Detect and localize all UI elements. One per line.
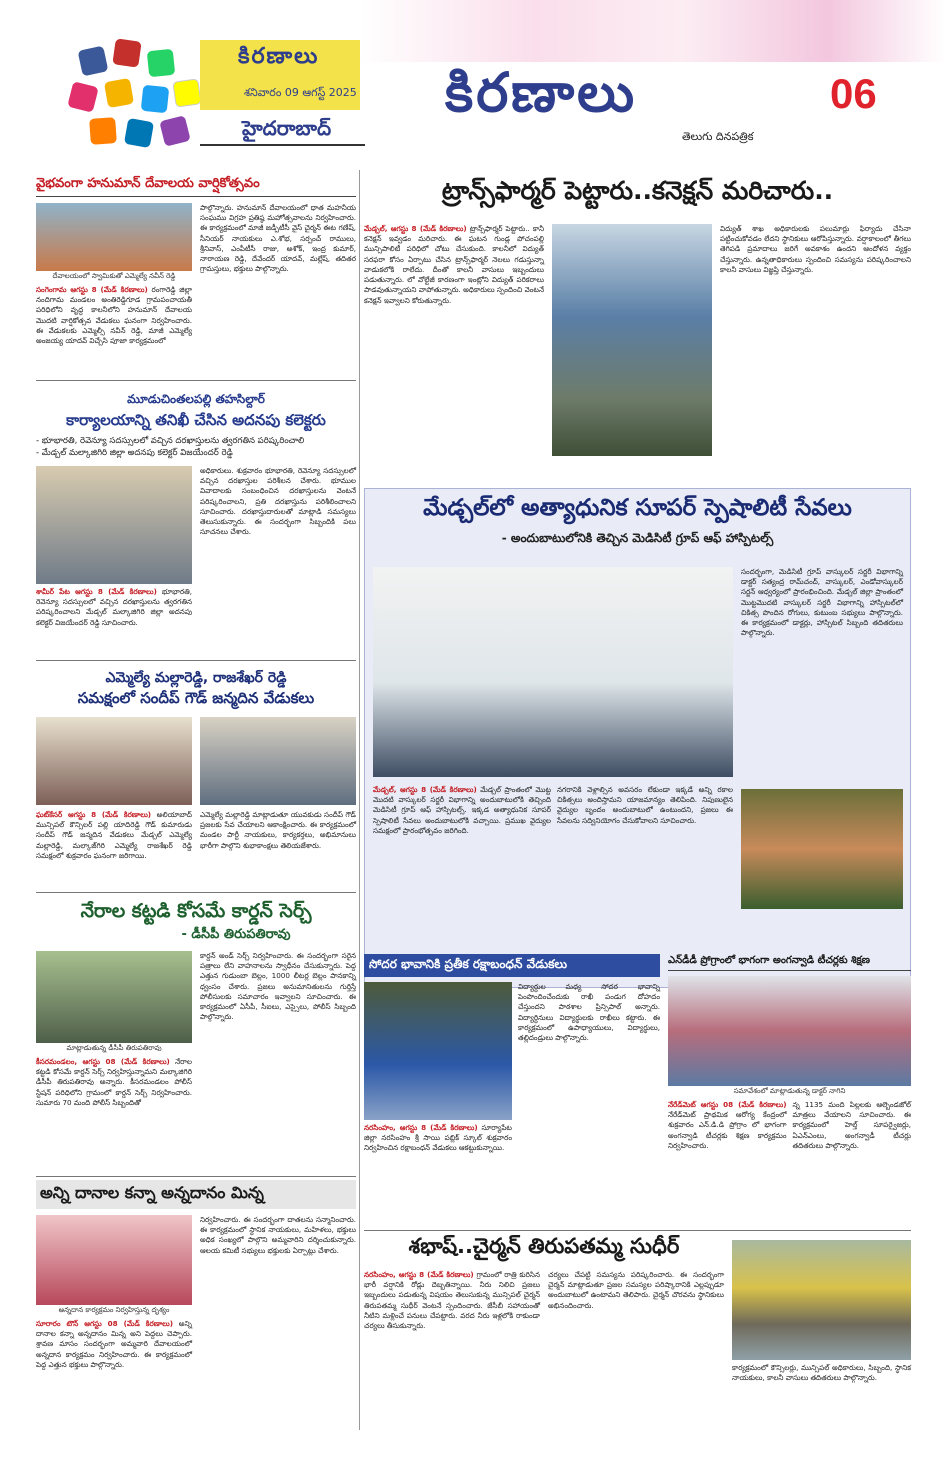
story-birthday-celebration	[36, 670, 356, 890]
story-body-continued: కార్యక్రమంలో కౌన్సిలర్లు, మున్సిపల్ అధికారులు, సిబ్బంది, స్థానిక నాయకులు, కాలనీ వాసులు తదితరులు పాల్గొన్నారు.	[732, 1363, 911, 1383]
blogger-icon	[89, 117, 117, 145]
story-rakshabandhan	[364, 954, 660, 1224]
story-body	[364, 1123, 512, 1154]
story-body-continued: న్న 1135 మంది పిల్లలకు ఆల్బెండజోల్ మాత్రలు వేయాలని సూచించారు. ఈ కార్యక్రమంలో హెల్త్ సూపర్వైజర్లు, ఏఎన్ఎంలు, అంగన్వాడీ టీచర్లు తదితరులు పాల్గొన్నారు.	[792, 1100, 911, 1150]
story-photo	[668, 976, 911, 1086]
app-icon	[159, 115, 191, 147]
story-photo	[364, 982, 512, 1120]
story-collector-inspection	[36, 392, 356, 642]
tagline: తెలుగు దినపత్రిక	[682, 130, 754, 143]
story-kicker: ఎమ్మెల్యే మల్లారెడ్డి, రాజశేఖర్ రెడ్డి	[105, 670, 287, 686]
jcb-work-photo	[732, 1240, 911, 1360]
story-body-continued: అధికారులు. శుక్రవారం భూభారతి, రెవెన్యూ సదస్సులలో వచ్చిన దరఖాస్తుల పరిశీలన చేశారు. భూముల వివాదాలకు సంబంధించిన దరఖాస్తులను వెంటనే పరిష్కరించాలని, ప్రతి దరఖాస్తును పరిశీలించాలని సూచించారు. దరఖాస్తుదారులతో మాట్లాడి సమస్యలు తెలుసుకున్నారు. ఈ సందర్భంగా సిబ్బందికి పలు సూచనలు చేశారు.	[200, 466, 356, 537]
column-divider	[359, 170, 360, 1430]
masthead	[0, 0, 945, 160]
edition-date: శనివారం 09 ఆగస్ట్ 2025	[244, 86, 357, 99]
dateline: సంగెంగామ ఆగస్టు 8 (మేడ్ కిరణాలు)	[36, 285, 148, 294]
story-body-continued: ఎమ్మెల్యే మల్లారెడ్డి మాట్లాడుతూ యువకుడు సందీప్ గౌడ్ ప్రజలకు సేవ చేయాలని ఆకాంక్షించారు. ఈ కార్యక్రమంలో మండల పార్టీ నాయకులు, కార్యకర్తలు, అభిమానులు భారీగా పాల్గొని శుభాకాంక్షలు తెలియజేశారు.	[200, 810, 356, 850]
photo-caption: అన్నదాన కార్యక్రమం నిర్వహిస్తున్న దృశ్యం	[58, 1306, 170, 1314]
story-cordon-search	[36, 900, 356, 1160]
right-column	[364, 170, 911, 1430]
small-logo: కిరణాలు	[238, 44, 320, 69]
story-body	[36, 1057, 192, 1108]
dateline: ఘట్‌కేసర్ ఆగస్టు 8 (మేడ్ కిరణాలు)	[36, 810, 152, 819]
photo-caption: దేవాలయంలో స్వామికుతో ఎమ్మెల్యే నవీన్ రెడ్డి	[52, 272, 176, 280]
story-body-continued: విద్యార్థుల మధ్య సోదర భావాన్ని పెంపొందించేందుకు రాఖీ పండుగ దోహదం చేస్తుందని పాఠశాల ప్రిన్సిపాల్ అన్నారు. విద్యార్థినులు విద్యార్థులకు రాఖీలు కట్టారు. ఈ కార్యక్రమంలో ఉపాధ్యాయులు, విద్యార్థులు, తల్లిదండ్రులు పాల్గొన్నారు.	[518, 982, 660, 1043]
transformer-photo	[552, 224, 712, 456]
page-number: 06	[830, 70, 877, 117]
left-column	[36, 170, 356, 1430]
story-headline: వైభవంగా హనుమాన్ దేవాలయ వార్షికోత్సవం	[36, 176, 356, 197]
story-photo	[36, 466, 192, 584]
linkedin-icon	[124, 118, 154, 148]
story-text: మేడ్చల్ ప్రాంతంలో మొట్ట మొదటి వాస్కులర్ సర్జరీ విభాగాన్ని అందుబాటులోకి తెచ్చింది మెడిసిటీ గ్రూప్ ఆఫ్ హాస్పిటల్స్. ఇక్కడ అత్యాధునిక సూపర్ స్పెషాలిటీ సేవలు అందుబాటులోకి వచ్చాయి. ప్రముఖ వైద్యుల సమక్షంలో ప్రారంభోత్సవం జరిగింది.	[373, 785, 551, 835]
ribbon-cutting-photo	[741, 789, 903, 909]
story-bullet: - మేడ్చల్ మల్కాజిగిరి జిల్లా అదనపు కలెక్టర్ విజయేందర్ రెడ్డి	[36, 448, 233, 458]
hospital-inauguration-photo	[373, 567, 733, 777]
story-separator	[36, 1176, 356, 1177]
story-text: ట్రాన్స్‌ఫార్మర్ పెట్టారు.. కానీ కనెక్షన్ ఇవ్వడం మరిచారు. ఈ ఘటన గుండ్ల పోచంపల్లి మున్సిపాలిటీ పరిధిలో చోటు చేసుకుంది. కాలనీలో విద్యుత్ సరఫరా కోసం ఏర్పాటు చేసిన ట్రాన్స్‌ఫార్మర్ నెలలు గడుస్తున్నా వాడుకలోకి రాలేదు. దీంతో కాలనీ వాసులు ఇబ్బందులు పడుతున్నారు. లో వోల్టేజీ కారణంగా ఇంట్లోని విద్యుత్ పరికరాలు పాడవుతున్నాయని వాపోతున్నారు. అధికారులు స్పందించి వెంటనే కనెక్షన్ ఇవ్వాలని కోరుతున్నారు.	[364, 224, 544, 305]
story-headline: నేరాల కట్టడి కోసమే కార్డన్ సెర్చ్	[80, 900, 312, 922]
story-text: సూర్యాపేట జిల్లా నరసింహం శ్రీ సాయి పబ్లిక్ స్కూల్ శుక్రవారం నిర్వహించిన రక్షాబంధన్ వేడుకలు ఆకట్టుకున్నాయి.	[364, 1123, 512, 1153]
story-anganwadi-training	[668, 954, 911, 1224]
story-transformer	[364, 176, 911, 476]
story-supers-pecialty-box	[364, 488, 911, 988]
story-separator	[36, 892, 356, 893]
story-annadanam	[36, 1180, 356, 1430]
story-body-continued: విద్యుత్ శాఖ అధికారులకు పలుమార్లు ఫిర్యాదు చేసినా పట్టించుకోవడం లేదని స్థానికులు ఆరోపిస్తున్నారు. వర్షాకాలంలో తీగలు తెగిపడి ప్రమాదాలు జరిగే అవకాశం ఉందని ఆందోళన వ్యక్తం చేస్తున్నారు. ఉన్నతాధికారులు స్పందించి సమస్యను పరిష్కరించాలని కాలనీ వాసులు విజ్ఞప్తి చేస్తున్నారు.	[720, 224, 911, 274]
dateline: కీసరమండలం, ఆగస్టు 08 (మేడ్ కిరణాలు)	[36, 1057, 170, 1066]
instagram-icon	[67, 81, 99, 113]
story-temple-anniversary	[36, 176, 356, 366]
facebook-icon	[78, 46, 109, 77]
story-body	[36, 810, 192, 861]
story-headline: శభాష్..చైర్మన్ తిరుపతమ్మ సుధీర్	[408, 1234, 680, 1258]
story-text: గ్రామంలో రాత్రి కురిసిన భారీ వర్షానికి రోడ్లు దెబ్బతిన్నాయి. నీరు నిలిచి ప్రజలు ఇబ్బందులు పడుతున్న విషయం తెలుసుకున్న మున్సిపల్ చైర్మన్ తిరుపతమ్మ సుధీర్ వెంటనే స్పందించారు. జేసీబీ సహాయంతో నీటిని మళ్లించే పనులు చేపట్టారు. వరద నీరు ఇళ్లలోకి రాకుండా చర్యలు తీసుకున్నారు.	[364, 1270, 541, 1331]
story-body-continued: పాల్గొన్నారు. హనుమాన్ దేవాలయంలో ధాత మహనీయ సంఘము విగ్రహ ప్రతిష్ఠ మహోత్సవాలను నిర్వహించారు. ఈ కార్యక్రమంలో మాజీ జడ్పీటీసీ వైస్ చైర్మన్ ఈట గణేష్, సీనియర్ నాయకులు ఎ.శోభ, సర్పంచ్ రాములు, శ్రీనివాస్, ఎంపీటీసీ రాజు, అశోక్, ఇంద్ర కుమార్, నారాయణ రెడ్డి, దేవేందర్ యాదవ్, మల్లేష్, తదితర గ్రామస్తులు, భక్తులు పాల్గొన్నారు.	[200, 203, 356, 274]
story-body-continued: సందర్భంగా, మెడిసిటీ గ్రూప్ వాస్కులర్ సర్జరీ విభాగాన్ని డాక్టర్ సత్యంద్ర రామ్‌చంద్, వాస్కులర్, ఎండోవాస్కులర్ సర్జన్ ఆధ్వర్యంలో ప్రారంభించింది. మేడ్చల్ జిల్లా ప్రాంతంలో మొట్టమొదటి వాస్కులర్ సర్జరీ విభాగాన్ని హాస్పిటల్‌లో చికిత్స పొందిన రోగులు, కుటుంబ సభ్యులు పాల్గొన్నారు. ఈ కార్యక్రమంలో డాక్టర్లు, హాస్పిటల్ సిబ్బంది తదితరులు పాల్గొన్నారు.	[741, 567, 903, 638]
story-text: అన్ని దానాల కన్నా అన్నదానం మిన్న అని పెద్దలు చెప్పారు. శ్రావణ మాసం సందర్భంగా అమ్మవారి దేవాలయంలో అన్నదాన కార్యక్రమం నిర్వహించారు. ఈ కార్యక్రమంలో పెద్ద ఎత్తున భక్తులు పాల్గొన్నారు.	[36, 1319, 192, 1369]
story-photo-right	[200, 717, 356, 805]
story-headline: కార్యాలయాన్ని తనిఖీ చేసిన అదనపు కలెక్టరు	[66, 411, 326, 429]
story-body	[373, 785, 551, 836]
masthead-decoration	[360, 0, 945, 62]
story-separator	[36, 660, 356, 661]
story-body-continued: కార్డన్ అండ్ సెర్చ్ నిర్వహించారు. ఈ సందర్భంగా సరైన పత్రాలు లేని వాహనాలను స్వాధీనం చేసుకున్నారు. పెద్ద ఎత్తున గుడుంబా బెల్లం, 1000 లీటర్ల బెల్లం పానకాన్ని ధ్వంసం చేశారు. ప్రజలు అనుమానితులను గుర్తిస్తే పోలీసులకు సమాచారం ఇవ్వాలని సూచించారు. ఈ కార్యక్రమంలో ఏసీపీ, సీఐలు, ఎస్సైలు, పోలీస్ సిబ్బంది పాల్గొన్నారు.	[200, 951, 356, 1022]
story-text: భూభారతి, రెవెన్యూ సదస్సులలో వచ్చిన దరఖాస్తులను త్వరగతిన పరిష్కరించాలని మేడ్చల్ మల్కాజిగిరి జిల్లా అదనపు కలెక్టర్ విజయేందర్ రెడ్డి సూచించారు.	[36, 587, 192, 627]
story-subline: - అందుబాటులోనికి తెచ్చిన మెడిసిటీ గ్రూప్ ఆఫ్ హాస్పిటల్స్	[501, 531, 774, 545]
story-body-continued: చర్యలు చేపట్టి సమస్యను పరిష్కరించారు. ఈ సందర్భంగా చైర్మన్ మాట్లాడుతూ ప్రజల సమస్యల పరిష్కారానికి ఎల్లప్పుడూ అందుబాటులో ఉంటామని తెలిపారు. చైర్మన్ చొరవను స్థానికులు అభినందించారు.	[548, 1270, 724, 1310]
dateline: మేడ్చల్, ఆగస్టు 8 (మేడ్ కిరణాలు)	[373, 785, 477, 794]
small-brand-box	[200, 40, 360, 110]
story-chairman-praise	[364, 1234, 911, 1430]
story-body	[668, 1100, 787, 1151]
story-body	[36, 285, 192, 346]
story-kicker: మూడుచింతలపల్లి తహసిల్దార్	[127, 392, 265, 406]
story-headline: మేడ్చల్‌లో అత్యాధునిక సూపర్ స్పెషాలిటీ సేవలు	[423, 495, 852, 521]
dateline: సూరారం టౌన్ ఆగస్టు 08 (మేడ్ కిరణాలు)	[36, 1319, 174, 1328]
story-body	[364, 1270, 540, 1383]
dateline: శామీర్ పేట ఆగస్టు 8 (మేడ్ కిరణాలు)	[36, 587, 157, 596]
city-strip	[200, 112, 365, 146]
photo-caption: మాట్లాడుతున్న డీసీపీ తిరుపతిరావు	[66, 1044, 162, 1052]
newspaper-logo-text: కిరణాలు	[445, 60, 638, 124]
dateline: మేడ్చల్, ఆగస్టు 8 (మేడ్ కిరణాలు)	[364, 224, 467, 233]
story-text: రంగారెడ్డి జిల్లా నందిగామ మండలం అంతిరెడ్డిగూడ గ్రామపంచాయతీ పరిధిలోని వృద్ధ కాలనీలోని హనుమాన్ దేవాలయ మొదటి వార్షికోత్సవ వేడుకలు ఘనంగా నిర్వహించారు. ఈ వేడుకలకు ఎమ్మెల్సీ నవీన్ రెడ్డి, మాజీ ఎమ్మెల్యే అంజయ్య యాదవ్ విచ్చేసి పూజా కార్యక్రమంలో	[36, 285, 192, 346]
story-separator	[364, 1230, 911, 1231]
story-photo	[36, 1215, 192, 1305]
story-headline: ఎన్‌డీడీ ప్రోగ్రాంలో భాగంగా అంగన్వాడి టీచర్లకు శిక్షణ	[668, 954, 911, 971]
story-separator	[36, 380, 356, 381]
newspaper-logo	[445, 60, 775, 130]
story-headline: అన్ని దానాల కన్నా అన్నదానం మిన్న	[36, 1180, 356, 1209]
story-headline: సమక్షంలో సందీప్ గౌడ్ జన్మదిన వేడుకలు	[77, 689, 315, 707]
social-media-icons-collage	[70, 40, 200, 150]
story-body	[364, 224, 544, 456]
dateline: నరసింహం, ఆగస్టు 8 (మేడ్ కిరణాలు)	[364, 1270, 474, 1279]
story-body-continued: నగరానికి వెళ్లాల్సిన అవసరం లేకుండా ఇక్కడే అన్ని రకాల చికిత్సలు అందిస్తామని యాజమాన్యం తెలిపింది. నిపుణులైన వైద్యుల బృందం అందుబాటులో ఉంటుందని, ప్రజలు ఈ సేవలను సద్వినియోగం చేసుకోవాలని సూచించారు.	[557, 785, 733, 825]
story-body	[36, 587, 192, 628]
youtube-icon	[112, 38, 141, 67]
story-body-continued: నిర్వహించారు. ఈ సందర్భంగా దాతలను సన్మానించారు. ఈ కార్యక్రమంలో స్థానిక నాయకులు, మహిళలు, భక్తులు అధిక సంఖ్యలో పాల్గొని అమ్మవారిని దర్శించుకున్నారు. ఆలయ కమిటీ సభ్యులు భక్తులకు ఏర్పాట్లు చేశారు.	[200, 1215, 356, 1255]
dateline: నరసింహం, ఆగస్టు 8 (మేడ్ కిరణాలు)	[364, 1123, 478, 1132]
story-headline: ట్రాన్స్‌ఫార్మర్ పెట్టారు..కనెక్షన్ మరిచారు..	[441, 176, 834, 205]
story-text: నేరేడ్‌మెట్ ప్రాథమిక ఆరోగ్య కేంద్రంలో శుక్రవారం ఎన్.డి.డి ప్రోగ్రాం లో భాగంగా అంగన్వాడి టీచర్లకు శిక్షణ కార్యక్రమం నిర్వహించారు.	[668, 1110, 787, 1150]
edition-city: హైదరాబాద్	[242, 116, 332, 140]
story-bullet: - భూభారతి, రెవెన్యూ సదస్సులలో వచ్చిన దరఖాస్తులను త్వరగతిన పరిష్కరించాలి	[36, 436, 305, 446]
photo-caption: సమావేశంలో మాట్లాడుతున్న డాక్టర్ నాగిని	[733, 1087, 846, 1095]
story-photo-left	[36, 717, 192, 805]
story-photo	[36, 951, 192, 1043]
snapchat-icon	[172, 78, 201, 107]
story-body	[36, 1319, 192, 1370]
story-byline: - డీసీపీ తిరుపతిరావు	[181, 927, 291, 942]
whatsapp-icon	[147, 49, 176, 78]
dateline: నేరేడ్‌మెట్ ఆగస్టు 08 (మేడ్ కిరణాలు)	[668, 1100, 787, 1109]
story-headline: సోదర భావానికి ప్రతీక రక్షాబంధన్ వేడుకలు	[364, 954, 660, 977]
rss-icon	[104, 78, 134, 108]
story-photo	[36, 203, 192, 271]
story-text: నేరాల కట్టడి కోసమే కార్డన్ సెర్చ్ నిర్వహిస్తున్నామని మల్కాజిగిరి డీసీపీ తిరుపతిరావు అన్నారు. కీసరమండలం పోలీస్ స్టేషన్ పరిధిలోని గ్రామంలో కార్డన్ సెర్చ్ నిర్వహించారు. సుమారు 70 మంది పోలీస్ సిబ్బందితో	[36, 1057, 192, 1107]
twitter-icon	[141, 85, 170, 114]
story-text: అలియాబాద్ మున్సిపల్ కౌన్సిలర్ పల్లి యాదిరెడ్డి గౌడ్ కుమారుడు సందీప్ గౌడ్ జన్మదిన వేడుకలు మేడ్చల్ ఎమ్మెల్యే మల్లారెడ్డి, మల్కాజ్‌గిరి ఎమ్మెల్యే రాజశేఖర్ రెడ్డి సమక్షంలో శుక్రవారం ఘనంగా జరిగాయి.	[36, 810, 192, 860]
